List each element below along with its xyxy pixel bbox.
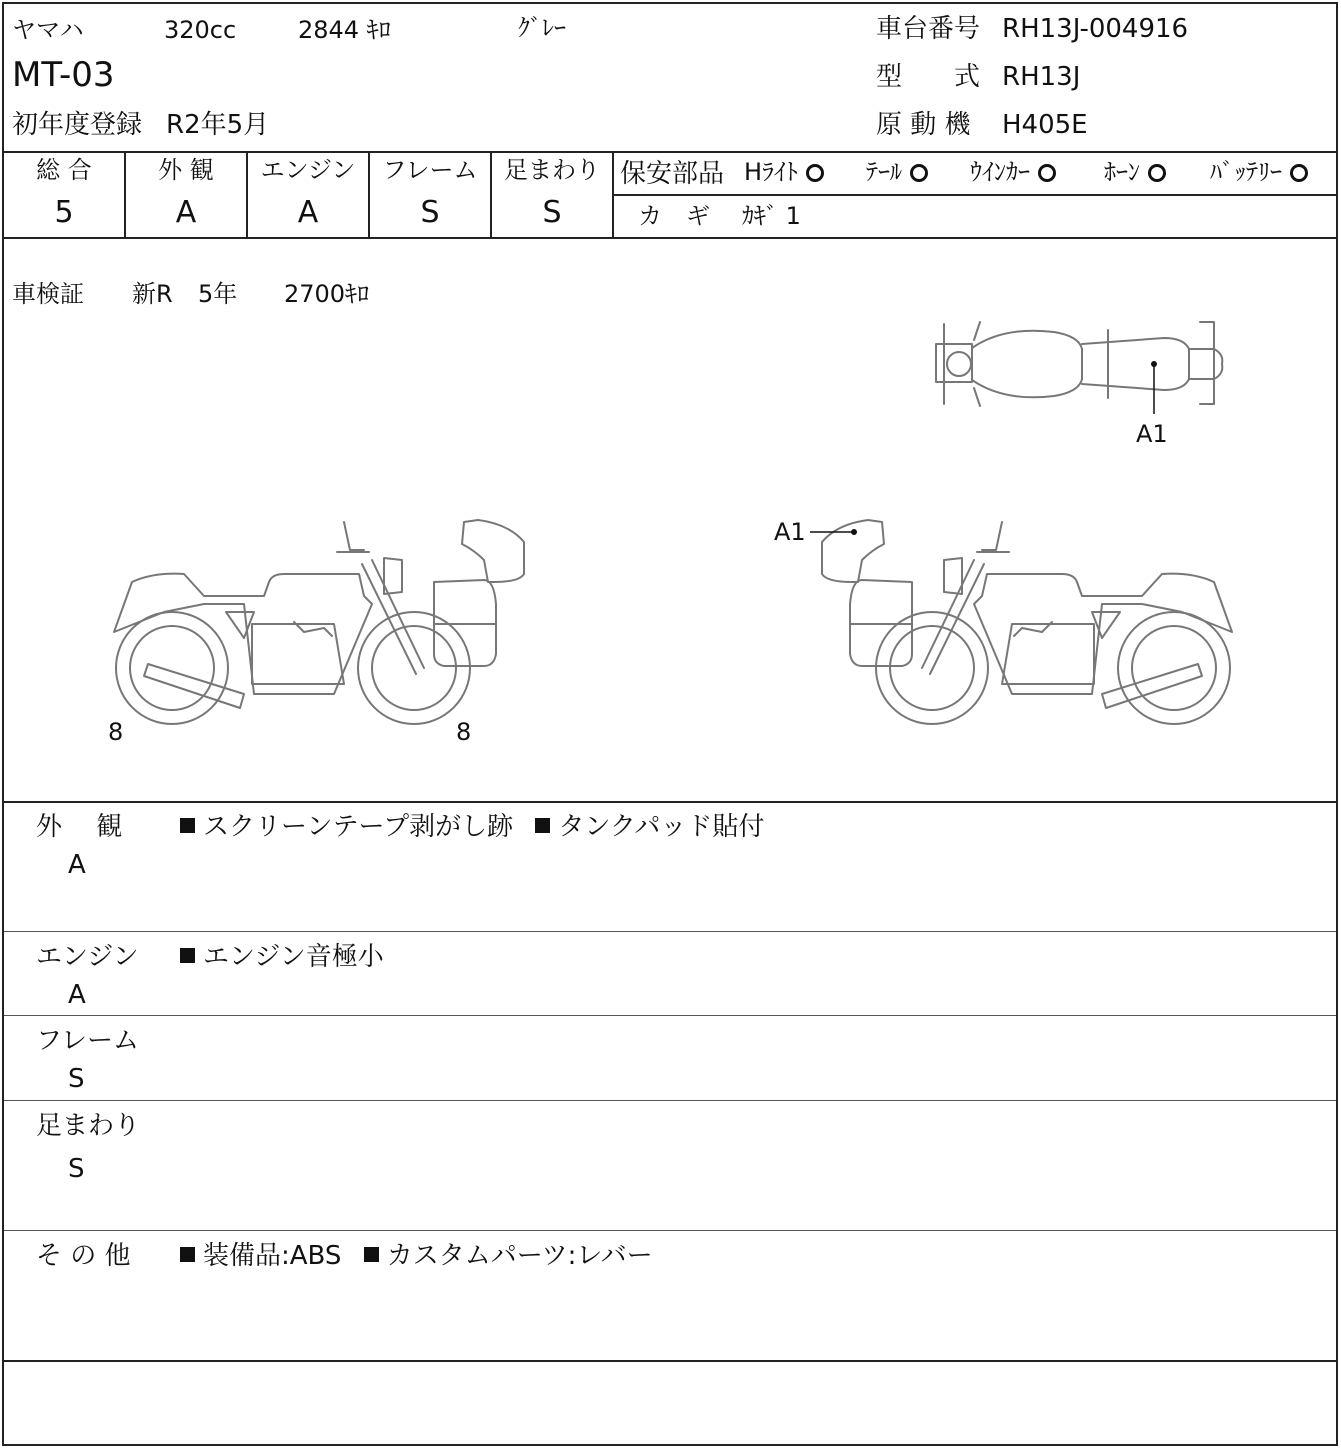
inspection-years: 5年 <box>198 280 238 308</box>
inspection-label: 車検証 <box>12 280 84 308</box>
grade-label-exterior: 外 観 <box>158 156 214 184</box>
motorcycle-top-view-icon <box>936 322 1222 414</box>
first-registration-label: 初年度登録 <box>12 110 143 140</box>
frame-number: RH13J-004916 <box>1002 14 1189 44</box>
divider <box>4 801 1336 803</box>
bullet-square-icon <box>364 1247 379 1262</box>
divider <box>4 1100 1336 1101</box>
grade-value-frame: S <box>420 195 440 230</box>
grade-value-exterior: A <box>175 195 197 230</box>
bullet-square-icon <box>180 1247 195 1262</box>
grade-value-overall: 5 <box>54 195 74 230</box>
remark-exterior-grade: A <box>68 850 86 880</box>
right-view-marker: A1 <box>774 518 806 546</box>
top-view-marker: A1 <box>1136 420 1168 448</box>
first-registration-value: R2年5月 <box>166 110 270 140</box>
type-label: 型 式 <box>876 62 981 92</box>
left-rear-wheel-marker: 8 <box>108 718 124 746</box>
motorcycle-right-view-icon <box>822 520 1232 724</box>
remark-other-items: 装備品:ABS カスタムパーツ:レバー <box>180 1243 653 1269</box>
bullet-square-icon <box>180 948 195 963</box>
remark-engine-items: エンジン音極小 <box>180 944 384 970</box>
remark-engine-label: エンジン <box>36 942 139 972</box>
bullet-square-icon <box>535 818 550 833</box>
safety-item-battery: ﾊﾞｯﾃﾘｰ <box>1210 160 1308 184</box>
motorcycle-left-view-icon <box>114 520 524 724</box>
divider <box>4 1230 1336 1231</box>
safety-item-tail: ﾃｰﾙ <box>866 160 928 184</box>
displacement: 320cc <box>164 16 237 44</box>
grade-value-suspension: S <box>542 195 562 230</box>
remark-other-label: そ の 他 <box>36 1241 131 1271</box>
divider <box>4 1015 1336 1016</box>
key-label: カ ギ <box>638 202 710 230</box>
grade-value-engine: A <box>297 195 319 230</box>
model-name: MT-03 <box>12 55 115 95</box>
grade-label-overall: 総 合 <box>36 156 92 184</box>
left-front-wheel-marker: 8 <box>456 718 472 746</box>
grade-label-suspension: 足まわり <box>504 156 600 184</box>
divider <box>4 1360 1336 1362</box>
safety-parts-label: 保安部品 <box>620 159 725 189</box>
maker: ヤマハ <box>12 16 84 44</box>
bullet-square-icon <box>180 818 195 833</box>
safety-item-winker: ｳｲﾝｶｰ <box>970 160 1056 184</box>
safety-item-horn: ﾎｰﾝ <box>1104 160 1166 184</box>
mileage: 2844 ｷﾛ <box>298 16 391 44</box>
inspection-mileage: 2700ｷﾛ <box>284 280 370 308</box>
remark-engine-grade: A <box>68 980 86 1010</box>
remark-exterior-items: スクリーンテープ剥がし跡 タンクパッド貼付 <box>180 814 764 840</box>
remark-suspension-label: 足まわり <box>36 1111 141 1141</box>
motorcycle-diagram <box>4 4 1340 804</box>
engine-value: H405E <box>1002 110 1088 140</box>
grade-label-engine: エンジン <box>260 156 356 184</box>
inspection-sheet <box>2 2 1338 1446</box>
inspection-type: 新R <box>132 280 173 308</box>
engine-label: 原 動 機 <box>876 110 971 140</box>
remark-frame-grade: S <box>68 1064 85 1094</box>
color: ｸﾞﾚｰ <box>518 14 566 42</box>
grade-label-frame: フレーム <box>382 156 478 184</box>
remark-suspension-grade: S <box>68 1154 85 1184</box>
remark-exterior-label: 外 観 <box>36 812 123 842</box>
divider <box>4 931 1336 932</box>
safety-item-headlight: Hﾗｲﾄ <box>744 160 824 184</box>
frame-number-label: 車台番号 <box>876 14 981 44</box>
remark-frame-label: フレーム <box>36 1026 139 1056</box>
type-value: RH13J <box>1002 62 1081 92</box>
key-value: ｶｷﾞ 1 <box>742 202 801 230</box>
